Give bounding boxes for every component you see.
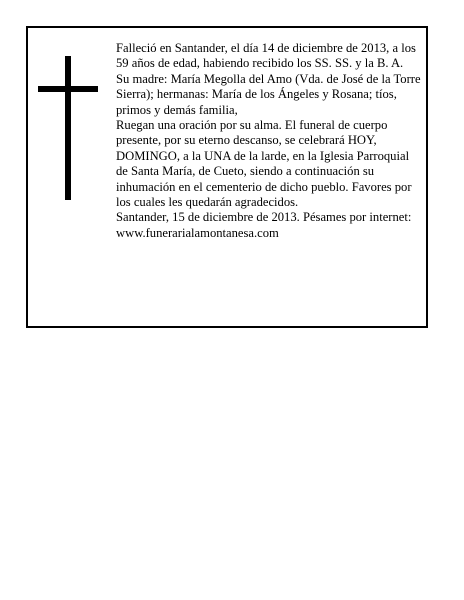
death-announcement: Falleció en Santander, el día 14 de diciembre de 2013, a los 59 años de edad, habiendo recibido los SS. SS. y la B. A. (116, 41, 416, 71)
cross-horizontal-bar (38, 86, 98, 92)
date-and-condolences: Santander, 15 de diciembre de 2013. Pésames por internet: www.funerarialamontanesa.com (116, 210, 412, 240)
latin-cross-icon (38, 56, 98, 200)
obituary-notice (26, 26, 428, 328)
cross-vertical-bar (65, 56, 71, 200)
family-list: Su madre: María Megolla del Amo (Vda. de José de la Torre Sierra); hermanas: María de los Ángeles y Rosana; tíos, primos y demás familia, (116, 71, 421, 117)
notice-text (116, 41, 422, 241)
funeral-details: Ruegan una oración por su alma. El funeral de cuerpo presente, por su eterno descanso, se celebrará HOY, DOMINGO, a la UNA de la larde, en la Iglesia Parroquial de Santa María, de Cueto, siendo a continuación su inhumación en el cementerio de dicho pueblo. Favores por los cuales les quedarán agradecidos. (116, 118, 412, 210)
